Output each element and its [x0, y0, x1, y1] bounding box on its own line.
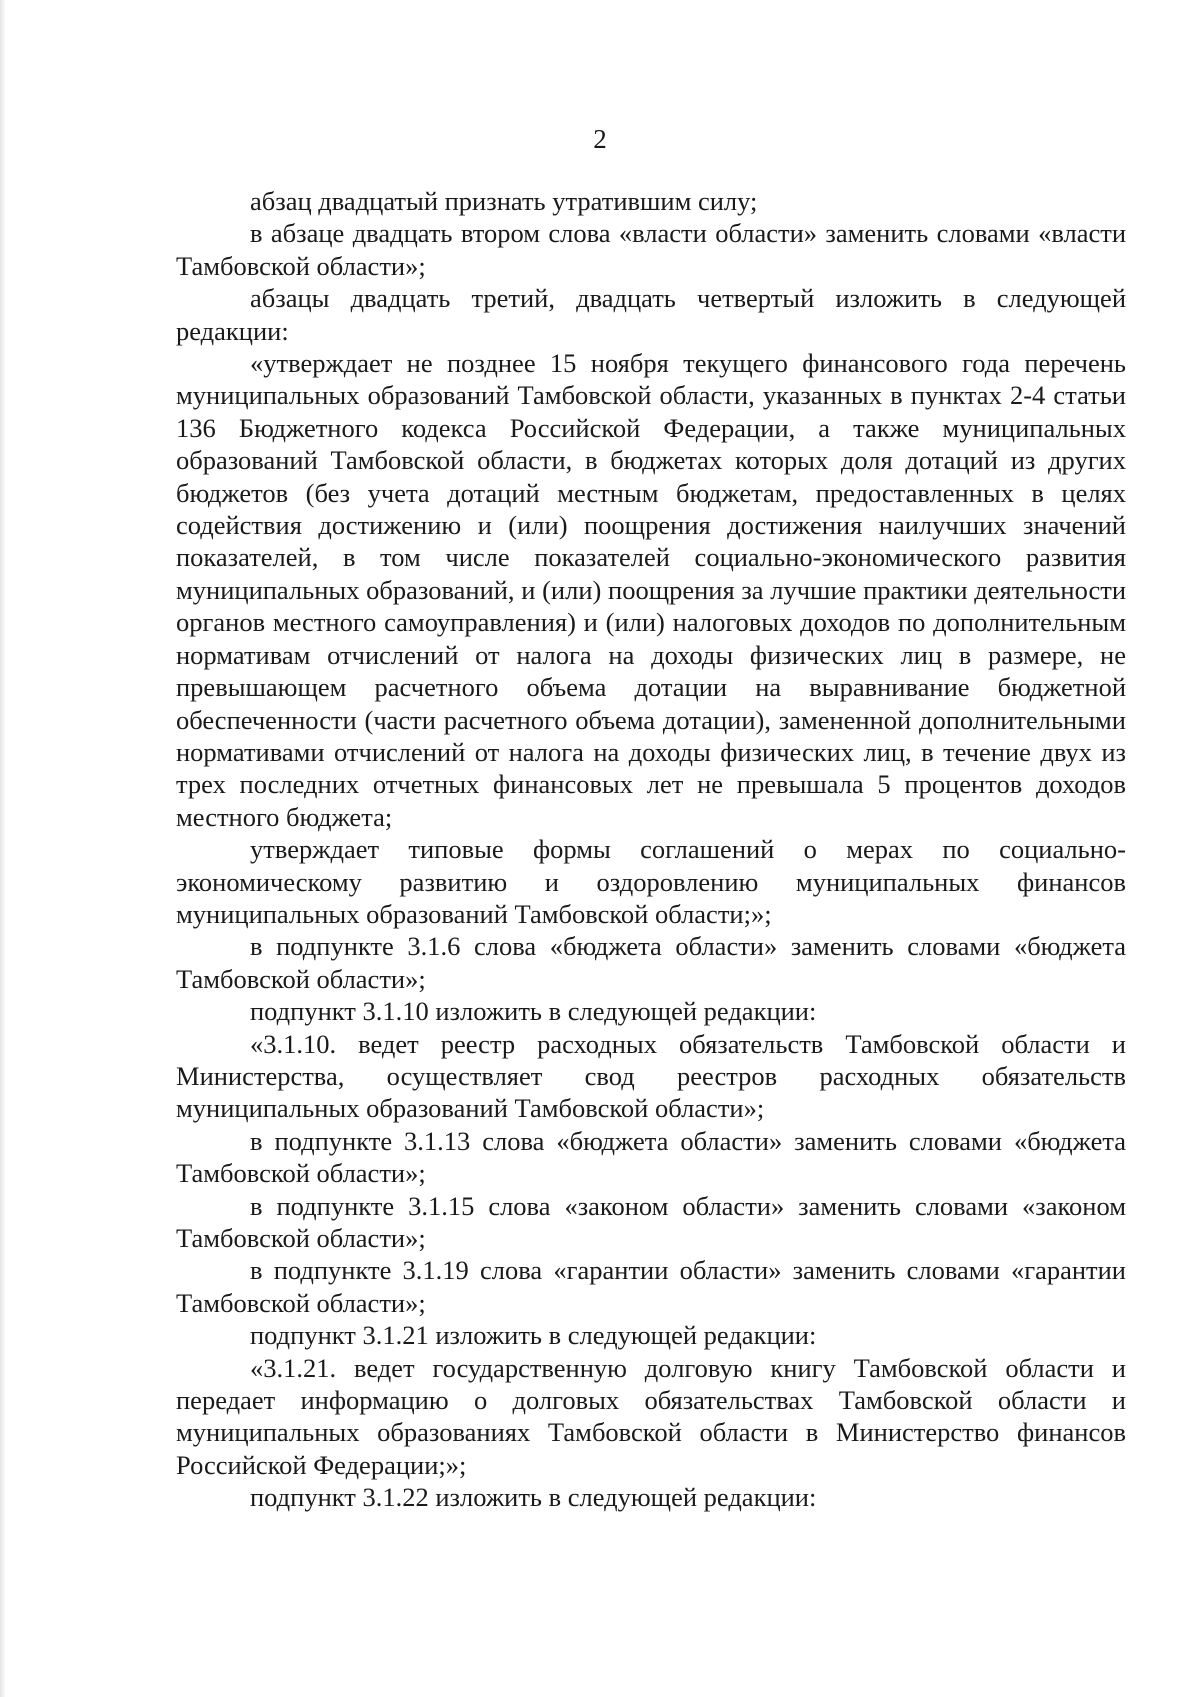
- document-body: [176, 185, 1126, 1514]
- paragraph: «3.1.10. ведет реестр расходных обязательств Тамбовской области и Министерства, осуществляет свод реестров расходных обязательств муниципальных образований Тамбовской области»;: [176, 1028, 1126, 1124]
- paragraph: в подпункте 3.1.13 слова «бюджета области» заменить словами «бюджета Тамбовской области»;: [176, 1125, 1126, 1189]
- paragraph: подпункт 3.1.21 изложить в следующей редакции:: [250, 1320, 817, 1351]
- paragraph: абзац двадцатый признать утратившим силу;: [250, 186, 758, 216]
- paragraph: утверждает типовые формы соглашений о мерах по социально-экономическому развитию и оздоровлению муниципальных финансов муниципальных образований Тамбовской области;»;: [176, 834, 1126, 929]
- paragraph: «утверждает не позднее 15 ноября текущего финансового года перечень муниципальных образований Тамбовской области, указанных в пунктах 2-4 статьи 136 Бюджетного кодекса Российской Федерации, а также муниципальных образований Тамбовской области, в бюджетах которых доля дотаций из других бюджетов (без учета дотаций местным бюджетам, предоставленных в целях содействия достижению и (или) поощрения достижения наилучших значений показателей, в том числе показателей социально-экономического развития муниципальных образований, и (или) поощрения за лучшие практики деятельности органов местного самоуправления) и (или) налоговых доходов по дополнительным нормативам отчислений от налога на доходы физических лиц в размере, не превышающем расчетного объема дотации на выравнивание бюджетной обеспеченности (части расчетного объема дотации), замененной дополнительными нормативами отчислений от налога на доходы физических лиц, в течение двух из трех последних отчетных финансовых лет не превышала 5 процентов доходов местного бюджета;: [176, 348, 1126, 832]
- paragraph: в абзаце двадцать втором слова «власти области» заменить словами «власти Тамбовской области»;: [176, 218, 1126, 281]
- page-number: 2: [593, 124, 607, 154]
- paragraph: в подпункте 3.1.6 слова «бюджета области» заменить словами «бюджета Тамбовской области»;: [176, 931, 1126, 994]
- paragraph: «3.1.21. ведет государственную долговую книгу Тамбовской области и передает информацию о долговых обязательствах Тамбовской области и муниципальных образованиях Тамбовской области в Министерство финансов Российской Федерации;»;: [176, 1352, 1126, 1480]
- paragraph: абзацы двадцать третий, двадцать четвертый изложить в следующей редакции:: [176, 283, 1126, 346]
- paragraph: подпункт 3.1.22 изложить в следующей редакции:: [250, 1482, 817, 1513]
- paragraph: в подпункте 3.1.19 слова «гарантии области» заменить словами «гарантии Тамбовской области»;: [176, 1255, 1126, 1318]
- paragraph: в подпункте 3.1.15 слова «законом области» заменить словами «законом Тамбовской области»;: [176, 1190, 1126, 1253]
- paragraph: подпункт 3.1.10 изложить в следующей редакции:: [250, 996, 817, 1027]
- scan-edge-shadow: [0, 0, 6, 1697]
